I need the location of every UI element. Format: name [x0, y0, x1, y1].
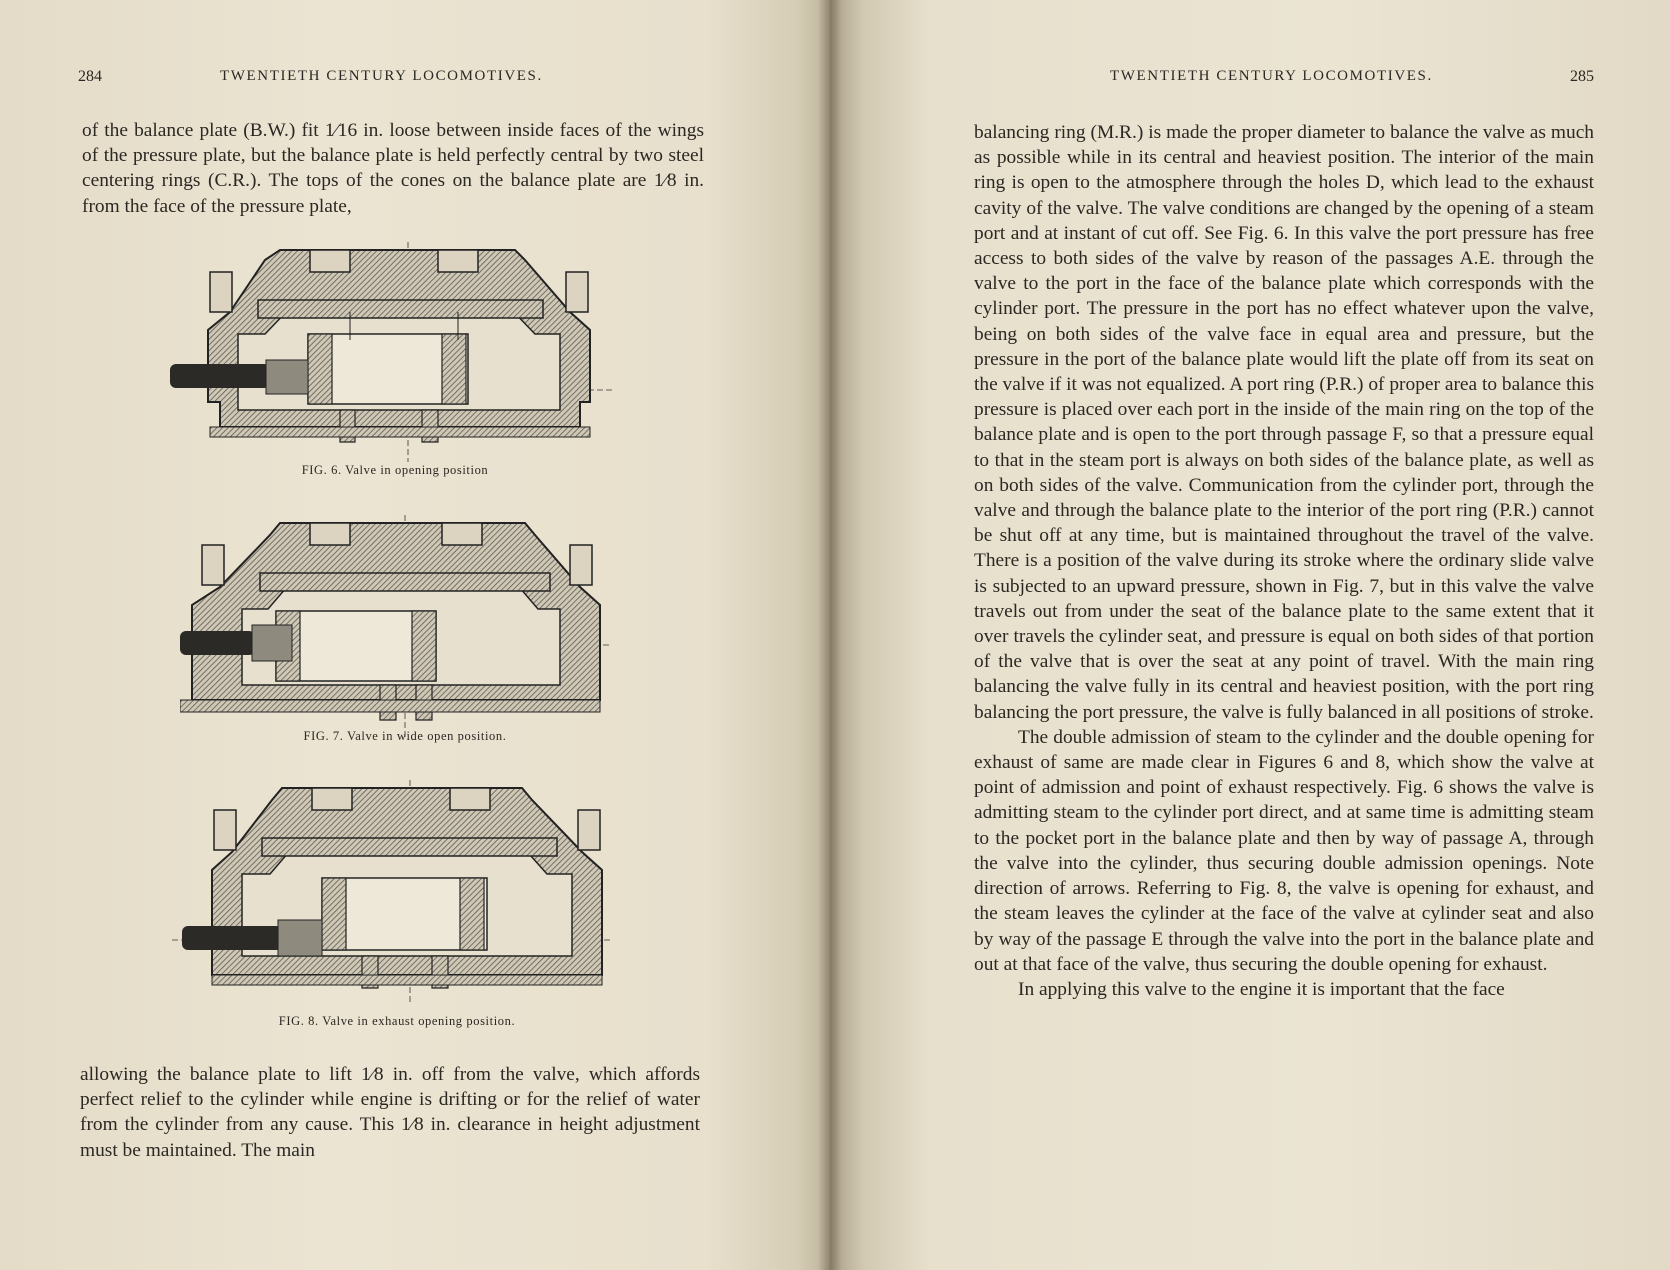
figure-7-caption: FIG. 7. Valve in wide open position. [303, 729, 507, 743]
page-number: 285 [1570, 68, 1594, 85]
paragraph: of the balance plate (B.W.) fit 1⁄16 in. loose between inside faces of the wings of the pressure plate, but the balance plate is held perfectly central by two steel centering rings (C.R.). The tops of the cones on the balance plate are 1⁄8 in. from the face of the pressure plate, [82, 120, 704, 217]
running-head: TWENTIETH CENTURY LOCOMOTIVES. [220, 68, 543, 84]
running-head: TWENTIETH CENTURY LOCOMOTIVES. [1110, 68, 1433, 84]
figure-7-valve-diagram [180, 515, 630, 737]
paragraph: allowing the balance plate to lift 1⁄8 in. off from the valve, which affords perfect relief to the cylinder while engine is drifting or for the relief of water from the cylinder from any cause. This 1⁄8 in. clearance in height adjustment must be maintained. The main [80, 1064, 700, 1161]
paragraph: In applying this valve to the engine it is important that the face [1018, 978, 1505, 1000]
figure-8-caption: FIG. 8. Valve in exhaust opening position. [278, 1014, 516, 1028]
paragraph: balancing ring (M.R.) is made the proper diameter to balance the valve as much as possible while in its central and heaviest position. The interior of the main ring is open to the atmosphere through the holes D, which lead to the exhaust cavity of the valve. The valve conditions are changed by the opening of a steam port and at instant of cut off. See Fig. 6. In this valve the port pressure has free access to both sides of the valve by reason of the passages A.E. through the valve to the port in the face of the balance plate which corresponds with the cylinder port. The pressure in the port has no effect whatever upon the valve, being on both sides of the valve face in equal area and pressure, but the pressure in the port of the balance plate would lift the plate off from its seat on the valve if it was not equalized. A port ring (P.R.) of proper area to balance this pressure is placed over each port in the inside of the main ring on the top of the balance plate and is open to the port through passage F, so that a pressure equal to that in the steam port is always on both sides of the balance plate, as well as on both sides of the valve. Communication from the cylinder port, through the valve and through the balance plate to the interior of the port ring (P.R.) cannot be shut off at any time, but is maintained throughout the travel of the valve. There is a position of the valve during its stroke where the ordinary slide valve is subjected to an upward pressure, shown in Fig. 7, but in this valve the valve travels out from under the seat of the balance plate to the same extent that it over travels the cylinder seat, and pressure is equal on both sides of that portion of the valve that is over the seat at any point of travel. With the main ring balancing the valve fully in its central and heaviest position, with the port ring balancing the port pressure, the valve is fully balanced in all positions of stroke. [974, 122, 1594, 723]
bottom-paragraph [80, 1062, 700, 1163]
page-number: 284 [78, 68, 102, 85]
body-text [974, 120, 1594, 1002]
figure-8-valve-diagram [172, 780, 622, 1002]
right-page [830, 0, 1670, 1270]
figure-6-caption: FIG. 6. Valve in opening position [301, 463, 489, 477]
book-gutter [818, 0, 842, 1270]
left-page [0, 0, 830, 1270]
paragraph: The double admission of steam to the cylinder and the double opening for exhaust of same are made clear in Figures 6 and 8, which show the valve at point of admission and point of exhaust respectively. Fig. 6 shows the valve is admitting steam to the cylinder port direct, and at same time is admitting steam to the pocket port in the balance plate and then by way of passage A, through the valve into the cylinder, thus securing double admission openings. Note direction of arrows. Referring to Fig. 8, the valve is opening for exhaust, and the steam leaves the cylinder at the face of the valve at cylinder seat and also by way of the passage E through the valve into the port in the balance plate and out at that face of the valve, thus securing the double opening for exhaust. [974, 726, 1594, 975]
top-paragraph [82, 118, 704, 219]
figure-6-valve-diagram [170, 242, 620, 462]
